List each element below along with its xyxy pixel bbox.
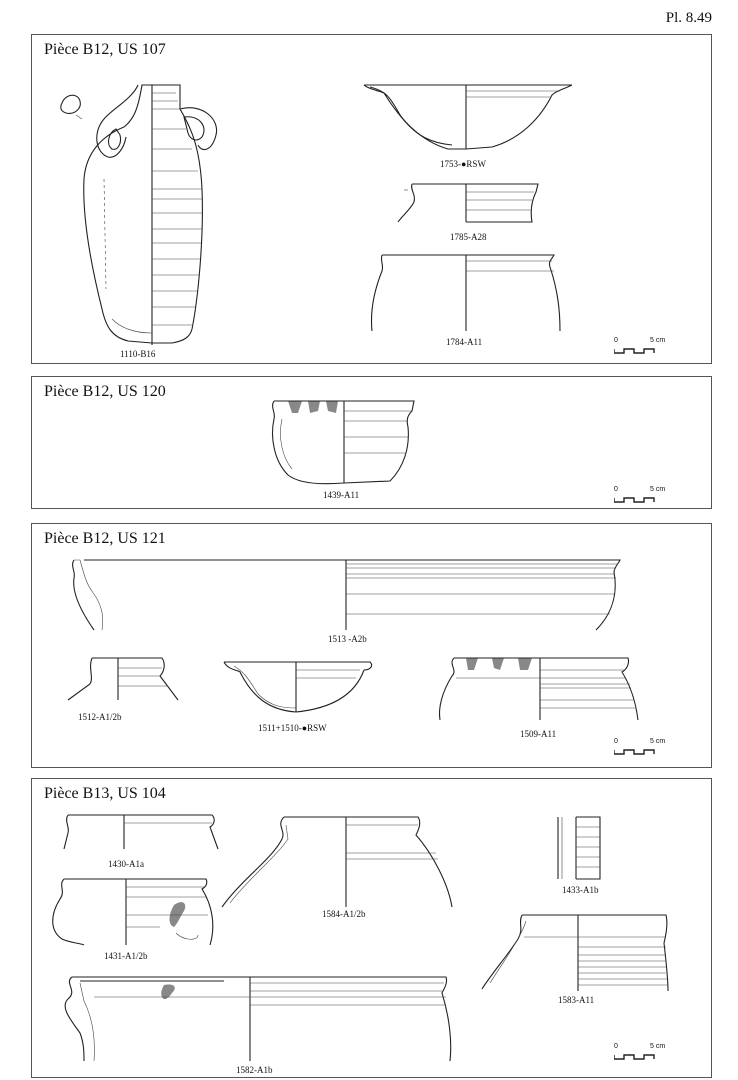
scale-start-label: 0 (614, 337, 618, 344)
vessel-drawing-jar (62, 654, 172, 706)
catalogue-label: 1753-●RSW (440, 159, 486, 169)
vessel-drawing-amphora (52, 79, 232, 349)
scale-end-label: 5 cm (650, 486, 666, 493)
panel-b13-us104 (31, 778, 712, 1078)
catalogue-label: 1583-A11 (558, 995, 595, 1005)
scale-bar (614, 738, 674, 760)
catalogue-label: 1582-A1b (236, 1065, 273, 1075)
vessel-drawing-pot (368, 251, 568, 333)
scale-end-label: 5 cm (650, 1043, 666, 1050)
catalogue-label: 1509-A11 (520, 729, 557, 739)
vessel-drawing-pot (40, 875, 220, 947)
panel-b12-us107 (31, 34, 712, 364)
catalogue-label: 1431-A1/2b (104, 951, 148, 961)
vessel-drawing-jar (478, 911, 678, 993)
panel-title: Pièce B13, US 104 (44, 785, 166, 802)
vessel-drawing-bowl (360, 79, 590, 159)
scale-start-label: 0 (614, 486, 618, 493)
scale-end-label: 5 cm (650, 337, 666, 344)
catalogue-label: 1433-A1b (562, 885, 599, 895)
vessel-drawing-jar (212, 813, 462, 909)
vessel-drawing-bowl (220, 656, 380, 716)
catalogue-label: 1512-A1/2b (78, 712, 122, 722)
scale-bar (614, 337, 674, 359)
vessel-drawing-basin (54, 973, 454, 1063)
scale-start-label: 0 (614, 1043, 618, 1050)
panel-b12-us120 (31, 376, 712, 509)
scale-bar (614, 1043, 674, 1065)
vessel-drawing-jar (548, 813, 608, 883)
scale-end-label: 5 cm (650, 738, 666, 745)
vessel-drawing-jar (62, 811, 222, 853)
panel-title: Pièce B12, US 121 (44, 530, 166, 547)
vessel-drawing-jar (392, 180, 552, 232)
scale-start-label: 0 (614, 738, 618, 745)
panel-title: Pièce B12, US 120 (44, 383, 166, 400)
panel-b12-us121 (31, 523, 712, 768)
plate-number: Pl. 8.49 (665, 10, 712, 26)
vessel-drawing-jar (436, 652, 646, 724)
catalogue-label: 1513 -A2b (328, 634, 367, 644)
catalogue-label: 1584-A1/2b (322, 909, 366, 919)
vessel-drawing-basin (66, 554, 632, 636)
scale-bar (614, 486, 674, 508)
catalogue-label: 1785-A28 (450, 232, 487, 242)
catalogue-label: 1784-A11 (446, 337, 483, 347)
vessel-drawing-bowl (268, 397, 418, 489)
catalogue-label: 1110-B16 (120, 349, 156, 359)
catalogue-label: 1430-A1a (108, 859, 144, 869)
panel-title: Pièce B12, US 107 (44, 41, 166, 58)
catalogue-label: 1511+1510-●RSW (258, 723, 327, 733)
catalogue-label: 1439-A11 (323, 490, 360, 500)
